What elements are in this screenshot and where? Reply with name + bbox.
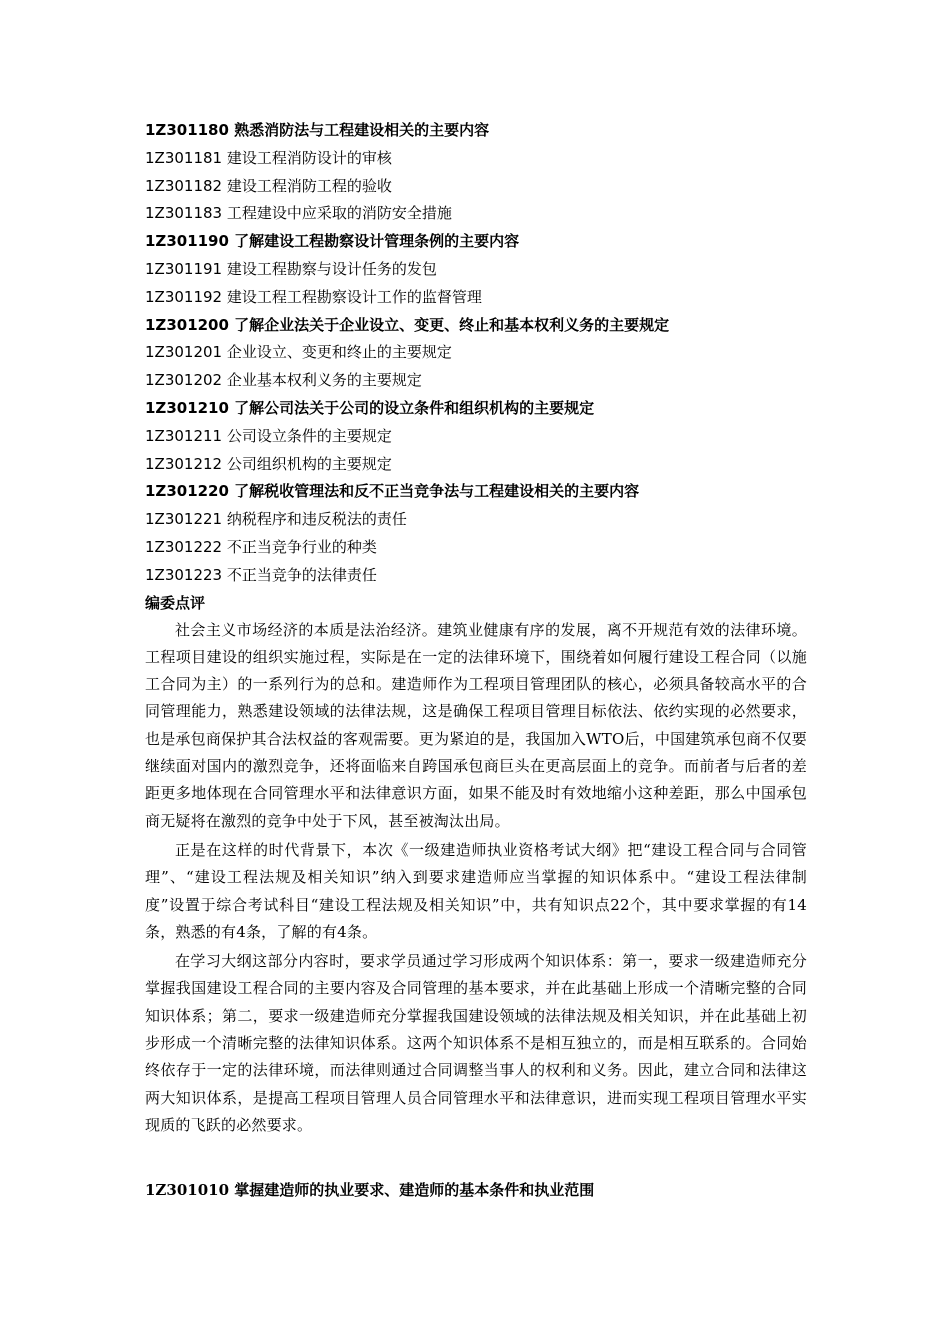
outline-item [145, 562, 807, 590]
outline-item [145, 451, 807, 479]
outline-text: 企业设立、变更和终止的主要规定 [226, 343, 452, 362]
editor-paragraph: 正是在这样的时代背景下，本次《一级建造师执业资格考试大纲》把“建设工程合同与合同管理”、“建设工程法规及相关知识”纳入到要求建造师应当掌握的知识体系中。“建设工程法律制度”设置于综合考试科目“建设工程法规及相关知识”中，共有知识点22个，其中要求掌握的有14条，熟悉的有4条，了解的有4条。 [145, 840, 807, 941]
outline-code: 1Z301221 [145, 510, 223, 529]
outline-item [145, 284, 807, 312]
outline-text: 企业基本权利义务的主要规定 [226, 371, 422, 390]
outline-text: 了解企业法关于企业设立、变更、终止和基本权利义务的主要规定 [234, 315, 670, 334]
document-content [145, 117, 807, 1204]
outline-code: 1Z301182 [145, 176, 223, 195]
section-heading-code: 1Z301010 [145, 1181, 230, 1200]
outline-code: 1Z301220 [145, 482, 229, 501]
outline-code: 1Z301200 [145, 315, 229, 334]
outline-item [145, 200, 807, 228]
outline-code: 1Z301223 [145, 565, 223, 584]
outline-code: 1Z301191 [145, 259, 223, 278]
outline-item [145, 339, 807, 367]
outline-text: 建设工程消防工程的验收 [226, 176, 392, 195]
outline-text: 建设工程勘察与设计任务的发包 [226, 259, 437, 278]
outline-text: 工程建设中应采取的消防安全措施 [226, 204, 452, 223]
outline-item [145, 506, 807, 534]
outline-code: 1Z301211 [145, 426, 223, 445]
outline-code: 1Z301190 [145, 232, 229, 251]
outline-item [145, 395, 807, 423]
outline-item [145, 117, 807, 145]
outline-code: 1Z301180 [145, 121, 229, 139]
outline-code: 1Z301192 [145, 287, 223, 306]
outline-code: 1Z301222 [145, 537, 223, 556]
editor-paragraph: 在学习大纲这部分内容时，要求学员通过学习形成两个知识体系：第一，要求一级建造师充分掌握我国建设工程合同的主要内容及合同管理的基本要求，并在此基础上形成一个清晰完整的合同知识体系；第二，要求一级建造师充分掌握我国建设领域的法律法规及相关知识，并在此基础上初步形成一个清晰完整的法律知识体系。这两个知识体系不是相互独立的，而是相互联系的。合同始终依存于一定的法律环境，而法律则通过合同调整当事人的权利和义务。因此，建立合同和法律这两大知识体系，是提高工程项目管理人员合同管理水平和法律意识，进而实现工程项目管理水平实现质的飞跃的必然要求。 [145, 952, 807, 1134]
outline-list [145, 117, 807, 590]
outline-item [145, 534, 807, 562]
outline-item [145, 423, 807, 451]
outline-text: 了解建设工程勘察设计管理条例的主要内容 [234, 232, 520, 251]
outline-text: 熟悉消防法与工程建设相关的主要内容 [234, 121, 490, 139]
outline-item [145, 312, 807, 340]
outline-item [145, 145, 807, 173]
outline-code: 1Z301201 [145, 343, 223, 362]
outline-item [145, 256, 807, 284]
outline-item [145, 173, 807, 201]
outline-text: 建设工程消防设计的审核 [226, 148, 392, 167]
section-heading [145, 1177, 807, 1204]
outline-text: 公司组织机构的主要规定 [226, 454, 392, 473]
outline-text: 建设工程工程勘察设计工作的监督管理 [226, 287, 482, 306]
editor-paragraph: 社会主义市场经济的本质是法治经济。建筑业健康有序的发展，离不开规范有效的法律环境。工程项目建设的组织实施过程，实际是在一定的法律环境下，围绕着如何履行建设工程合同（以施工合同为主）的一系列行为的总和。建造师作为工程项目管理团队的核心，必须具备较高水平的合同管理能力，熟悉建设领域的法律法规，这是确保工程项目管理目标依法、依约实现的必然要求，也是承包商保护其合法权益的客观需要。更为紧迫的是，我国加入WTO后，中国建筑承包商不仅要继续面对国内的激烈竞争，还将面临来自跨国承包商巨头在更高层面上的竞争。而前者与后者的差距更多地体现在合同管理水平和法律意识方面，如果不能及时有效地缩小这种差距，那么中国承包商无疑将在激烈的竞争中处于下风，甚至被淘汰出局。 [145, 620, 807, 830]
outline-code: 1Z301210 [145, 398, 229, 417]
outline-code: 1Z301212 [145, 454, 223, 473]
outline-code: 1Z301202 [145, 371, 223, 390]
outline-code: 1Z301183 [145, 204, 223, 223]
outline-text: 不正当竞争行业的种类 [226, 537, 377, 556]
outline-item [145, 478, 807, 506]
outline-text: 不正当竞争的法律责任 [226, 565, 377, 584]
outline-text: 纳税程序和违反税法的责任 [226, 510, 407, 529]
outline-text: 了解公司法关于公司的设立条件和组织机构的主要规定 [234, 398, 595, 417]
editor-comment-title: 编委点评 [145, 593, 206, 612]
outline-text: 公司设立条件的主要规定 [226, 426, 392, 445]
outline-text: 了解税收管理法和反不正当竞争法与工程建设相关的主要内容 [234, 482, 640, 501]
outline-item [145, 367, 807, 395]
section-heading-text: 掌握建造师的执业要求、建造师的基本条件和执业范围 [234, 1181, 595, 1200]
outline-code: 1Z301181 [145, 148, 223, 167]
outline-item [145, 228, 807, 256]
